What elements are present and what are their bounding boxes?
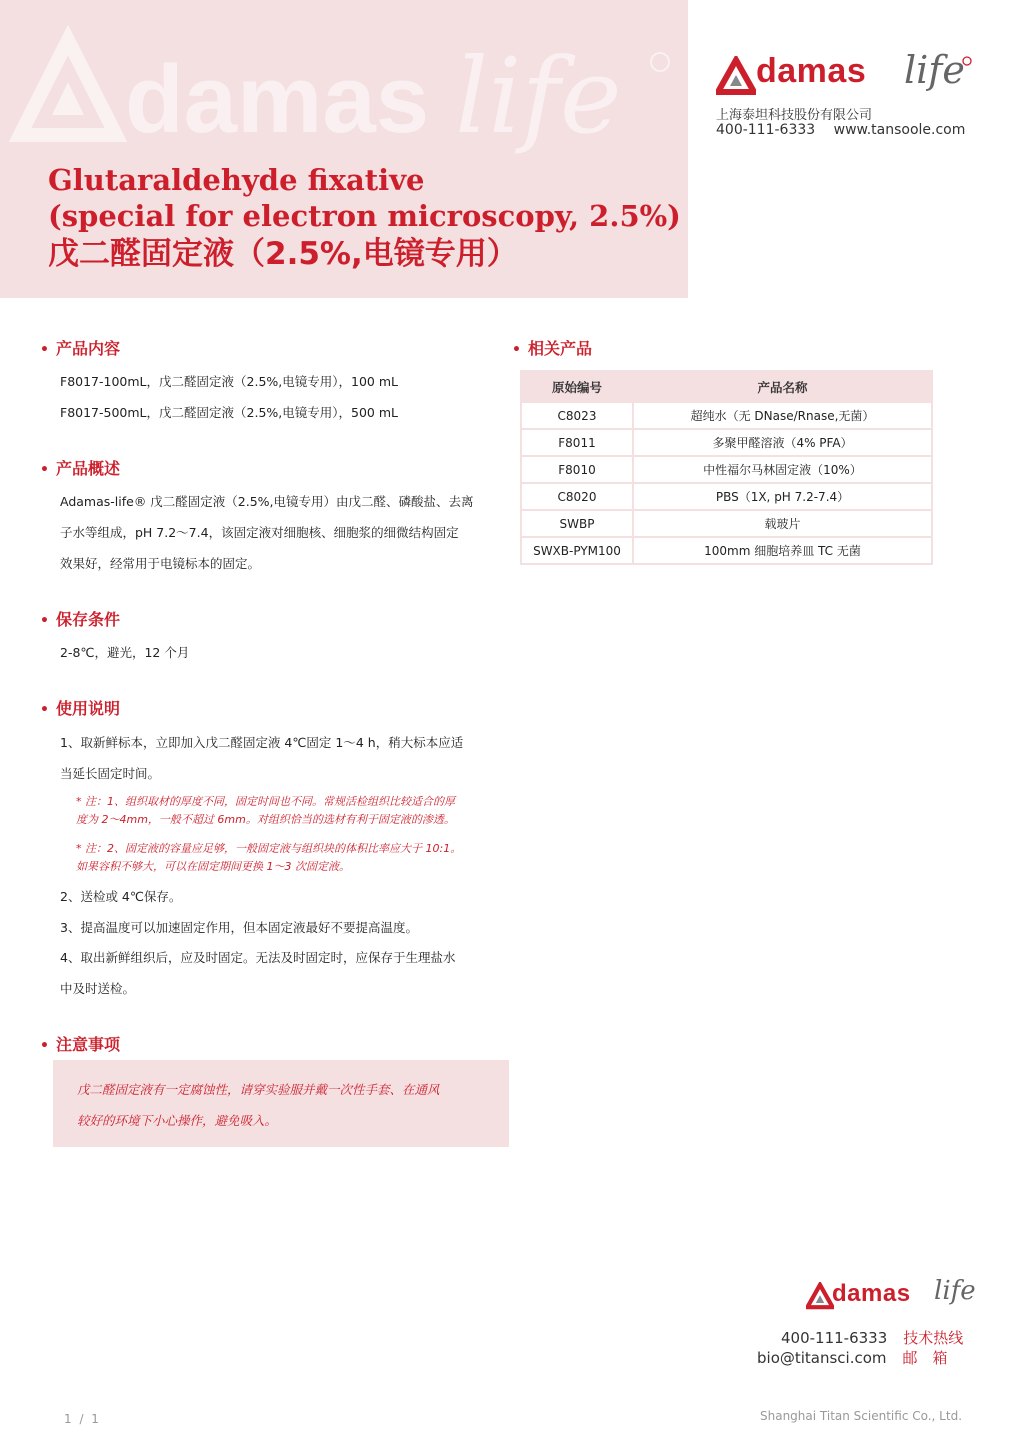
- company-website[interactable]: www.tansoole.com: [833, 122, 966, 138]
- storage-text: 2-8℃，避光，12 个月: [60, 645, 190, 660]
- overview-text: [60, 486, 474, 579]
- header-band: [0, 0, 688, 298]
- overview-line: 子水等组成，pH 7.2～7.4，该固定液对细胞核、细胞浆的细微结构固定: [60, 525, 459, 540]
- brand-logo: [716, 48, 976, 106]
- related-products-table: [520, 370, 933, 565]
- svg-text:life: life: [455, 35, 622, 157]
- usage-step-3: 3、提高温度可以加速固定作用，但本固定液最好不要提高温度。: [60, 920, 418, 935]
- cell-name: 中性福尔马林固定液（10%）: [633, 456, 932, 483]
- column-header-name: 产品名称: [633, 371, 932, 402]
- logo-wordmark: damas: [756, 52, 867, 90]
- cell-code: C8023: [521, 402, 633, 429]
- brand-watermark: [0, 20, 688, 160]
- table-row: [521, 510, 932, 537]
- overview-line: 效果好，经常用于电镜标本的固定。: [60, 556, 261, 571]
- overview-line: Adamas-life® 戊二醛固定液（2.5%,电镜专用）由戊二醛、磷酸盐、去离: [60, 494, 474, 509]
- company-contact: [716, 122, 965, 138]
- cell-code: C8020: [521, 483, 633, 510]
- bullet-icon: •: [40, 1038, 49, 1054]
- cell-code: SWBP: [521, 510, 633, 537]
- svg-text:damas: damas: [125, 46, 430, 153]
- footer-email[interactable]: bio@titansci.com: [757, 1349, 887, 1367]
- cell-code: SWXB-PYM100: [521, 537, 633, 564]
- company-phone: 400-111-6333: [716, 122, 816, 138]
- footer-email-row: [757, 1347, 948, 1368]
- footer-email-label: 邮 箱: [902, 1349, 948, 1367]
- footer-logo: [806, 1276, 976, 1320]
- section-heading-overview: • 产品概述: [40, 459, 121, 478]
- logo-wordmark: damas: [832, 1280, 911, 1307]
- column-header-code: 原始编号: [521, 371, 633, 402]
- table-row: [521, 483, 932, 510]
- bullet-icon: •: [40, 702, 49, 718]
- bullet-icon: •: [40, 462, 49, 478]
- usage-note-1: * 注：1、组织取材的厚度不同，固定时间也不同。常规活检组织比较适合的厚 度为 2～4mm，一般不超过 6mm。对组织恰当的选材有利于固定液的渗透。: [76, 795, 455, 826]
- section-heading-contents: • 产品内容: [40, 339, 121, 358]
- usage-step-4: 4、取出新鲜组织后，应及时固定。无法及时固定时，应保存于生理盐水 中及时送检。: [60, 950, 456, 996]
- cell-name: 多聚甲醛溶液（4% PFA）: [633, 429, 932, 456]
- cell-code: F8010: [521, 456, 633, 483]
- footer-phone-row: [781, 1327, 963, 1348]
- logo-life: life: [934, 1276, 976, 1306]
- cell-name: PBS（1X, pH 7.2-7.4）: [633, 483, 932, 510]
- caution-line: 较好的环境下小心操作，避免吸入。: [77, 1113, 278, 1128]
- table-header-row: [521, 371, 932, 402]
- footer-company-en: Shanghai Titan Scientific Co., Ltd.: [760, 1409, 963, 1423]
- logo-life: life: [904, 48, 965, 92]
- caution-line: 戊二醛固定液有一定腐蚀性，请穿实验服并戴一次性手套、在通风: [77, 1082, 440, 1097]
- table-row: [521, 537, 932, 564]
- section-heading-storage: • 保存条件: [40, 610, 121, 629]
- cell-name: 100mm 细胞培养皿 TC 无菌: [633, 537, 932, 564]
- usage-note-2: * 注：2、固定液的容量应足够，一般固定液与组织块的体积比率应大于 10:1。 如果容积不够大，可以在固定期间更换 1～3 次固定液。: [76, 842, 462, 873]
- company-name-cn: 上海泰坦科技股份有限公司: [716, 108, 873, 123]
- contents-line: F8017-500mL，戊二醛固定液（2.5%,电镜专用），500 mL: [60, 405, 398, 420]
- product-title: [48, 162, 681, 274]
- title-line-en-2: (special for electron microscopy, 2.5%): [48, 199, 681, 233]
- footer-phone: 400-111-6333: [781, 1329, 888, 1347]
- contents-line: F8017-100mL，戊二醛固定液（2.5%,电镜专用），100 mL: [60, 374, 398, 389]
- cell-code: F8011: [521, 429, 633, 456]
- title-line-en-1: Glutaraldehyde fixative: [48, 163, 425, 197]
- caution-box: [53, 1060, 509, 1147]
- registered-mark-icon: [962, 56, 972, 66]
- title-line-cn: 戊二醛固定液（2.5%,电镜专用）: [48, 236, 518, 272]
- footer-phone-label: 技术热线: [903, 1329, 964, 1347]
- section-heading-related: • 相关产品: [512, 339, 593, 358]
- usage-step-2: 2、送检或 4℃保存。: [60, 889, 182, 904]
- table-row: [521, 456, 932, 483]
- page-number: 1 / 1: [64, 1412, 101, 1426]
- bullet-icon: •: [512, 342, 521, 358]
- table-row: [521, 402, 932, 429]
- cell-name: 载玻片: [633, 510, 932, 537]
- contents-list: [60, 366, 398, 428]
- logo-triangle-icon: [716, 56, 756, 96]
- bullet-icon: •: [40, 342, 49, 358]
- bullet-icon: •: [40, 613, 49, 629]
- section-heading-caution: • 注意事项: [40, 1035, 121, 1054]
- table-row: [521, 429, 932, 456]
- usage-step-1: 1、取新鲜标本，立即加入戊二醛固定液 4℃固定 1～4 h，稍大标本应适 当延长固定时间。: [60, 735, 464, 781]
- logo-triangle-icon: [806, 1282, 834, 1310]
- cell-name: 超纯水（无 DNase/Rnase,无菌）: [633, 402, 932, 429]
- section-heading-usage: • 使用说明: [40, 699, 121, 718]
